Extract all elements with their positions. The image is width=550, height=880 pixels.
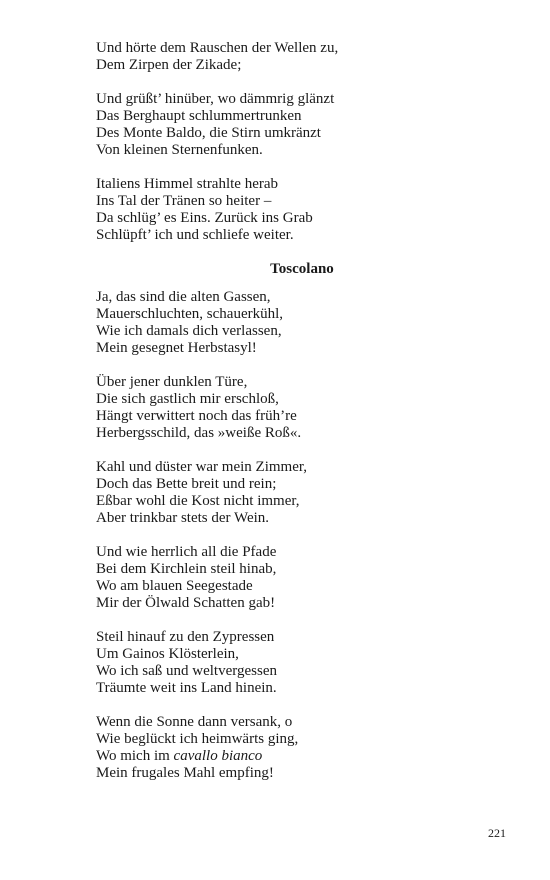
verse-line: Über jener dunklen Türe, bbox=[96, 374, 248, 390]
verse-line: Und grüßt’ hinüber, wo dämmrig glänzt bbox=[96, 91, 335, 107]
stanza bbox=[96, 714, 516, 782]
verse-line: Mein gesegnet Herbstasyl! bbox=[96, 340, 257, 356]
second-poem bbox=[96, 289, 516, 782]
verse-line: Doch das Bette breit und rein; bbox=[96, 476, 277, 492]
stanza bbox=[96, 374, 516, 442]
verse-line: Schlüpft’ ich und schliefe weiter. bbox=[96, 227, 294, 243]
verse-line-start: Wo mich im bbox=[96, 748, 174, 764]
verse-line: Wo am blauen Seegestade bbox=[96, 578, 253, 594]
verse-line bbox=[96, 748, 516, 765]
verse-line: Wie ich damals dich verlassen, bbox=[96, 323, 282, 339]
verse-line: Die sich gastlich mir erschloß, bbox=[96, 391, 279, 407]
verse-line: Eßbar wohl die Kost nicht immer, bbox=[96, 493, 300, 509]
verse-line: Wo ich saß und weltvergessen bbox=[96, 663, 277, 679]
stanza bbox=[96, 544, 516, 612]
verse-line: Mein frugales Mahl empfing! bbox=[96, 765, 274, 781]
verse-line: Mir der Ölwald Schatten gab! bbox=[96, 595, 276, 611]
first-poem-ending bbox=[96, 40, 516, 244]
verse-line: Hängt verwittert noch das früh’re bbox=[96, 408, 297, 424]
poem-title: Toscolano bbox=[270, 261, 334, 277]
verse-line: Italiens Himmel strahlte herab bbox=[96, 176, 279, 192]
verse-line: Des Monte Baldo, die Stirn umkränzt bbox=[96, 125, 321, 141]
verse-line: Herbergsschild, das »weiße Roß«. bbox=[96, 425, 302, 441]
verse-line: Wie beglückt ich heimwärts ging, bbox=[96, 731, 299, 747]
italic-phrase: cavallo bianco bbox=[173, 748, 263, 764]
verse-line: Von kleinen Sternenfunken. bbox=[96, 142, 263, 158]
verse-line: Da schlüg’ es Eins. Zurück ins Grab bbox=[96, 210, 313, 226]
verse-line: Und hörte dem Rauschen der Wellen zu, bbox=[96, 40, 339, 56]
stanza bbox=[96, 176, 516, 244]
verse-line: Bei dem Kirchlein steil hinab, bbox=[96, 561, 277, 577]
verse-line: Aber trinkbar stets der Wein. bbox=[96, 510, 270, 526]
stanza bbox=[96, 91, 516, 159]
page-number: 221 bbox=[488, 826, 506, 840]
verse-line: Mauerschluchten, schauerkühl, bbox=[96, 306, 284, 322]
verse-line: Dem Zirpen der Zikade; bbox=[96, 57, 242, 73]
verse-line: Und wie herrlich all die Pfade bbox=[96, 544, 277, 560]
stanza bbox=[96, 459, 516, 527]
verse-line: Träumte weit ins Land hinein. bbox=[96, 680, 277, 696]
stanza bbox=[96, 289, 516, 357]
stanza bbox=[96, 40, 516, 74]
poem-text bbox=[96, 40, 516, 782]
verse-line: Ins Tal der Tränen so heiter – bbox=[96, 193, 272, 209]
verse-line: Steil hinauf zu den Zypressen bbox=[96, 629, 275, 645]
verse-line: Wenn die Sonne dann versank, o bbox=[96, 714, 293, 730]
stanza bbox=[96, 629, 516, 697]
verse-line: Um Gainos Klösterlein, bbox=[96, 646, 239, 662]
verse-line: Kahl und düster war mein Zimmer, bbox=[96, 459, 308, 475]
verse-line: Das Berghaupt schlummertrunken bbox=[96, 108, 302, 124]
verse-line: Ja, das sind die alten Gassen, bbox=[96, 289, 271, 305]
